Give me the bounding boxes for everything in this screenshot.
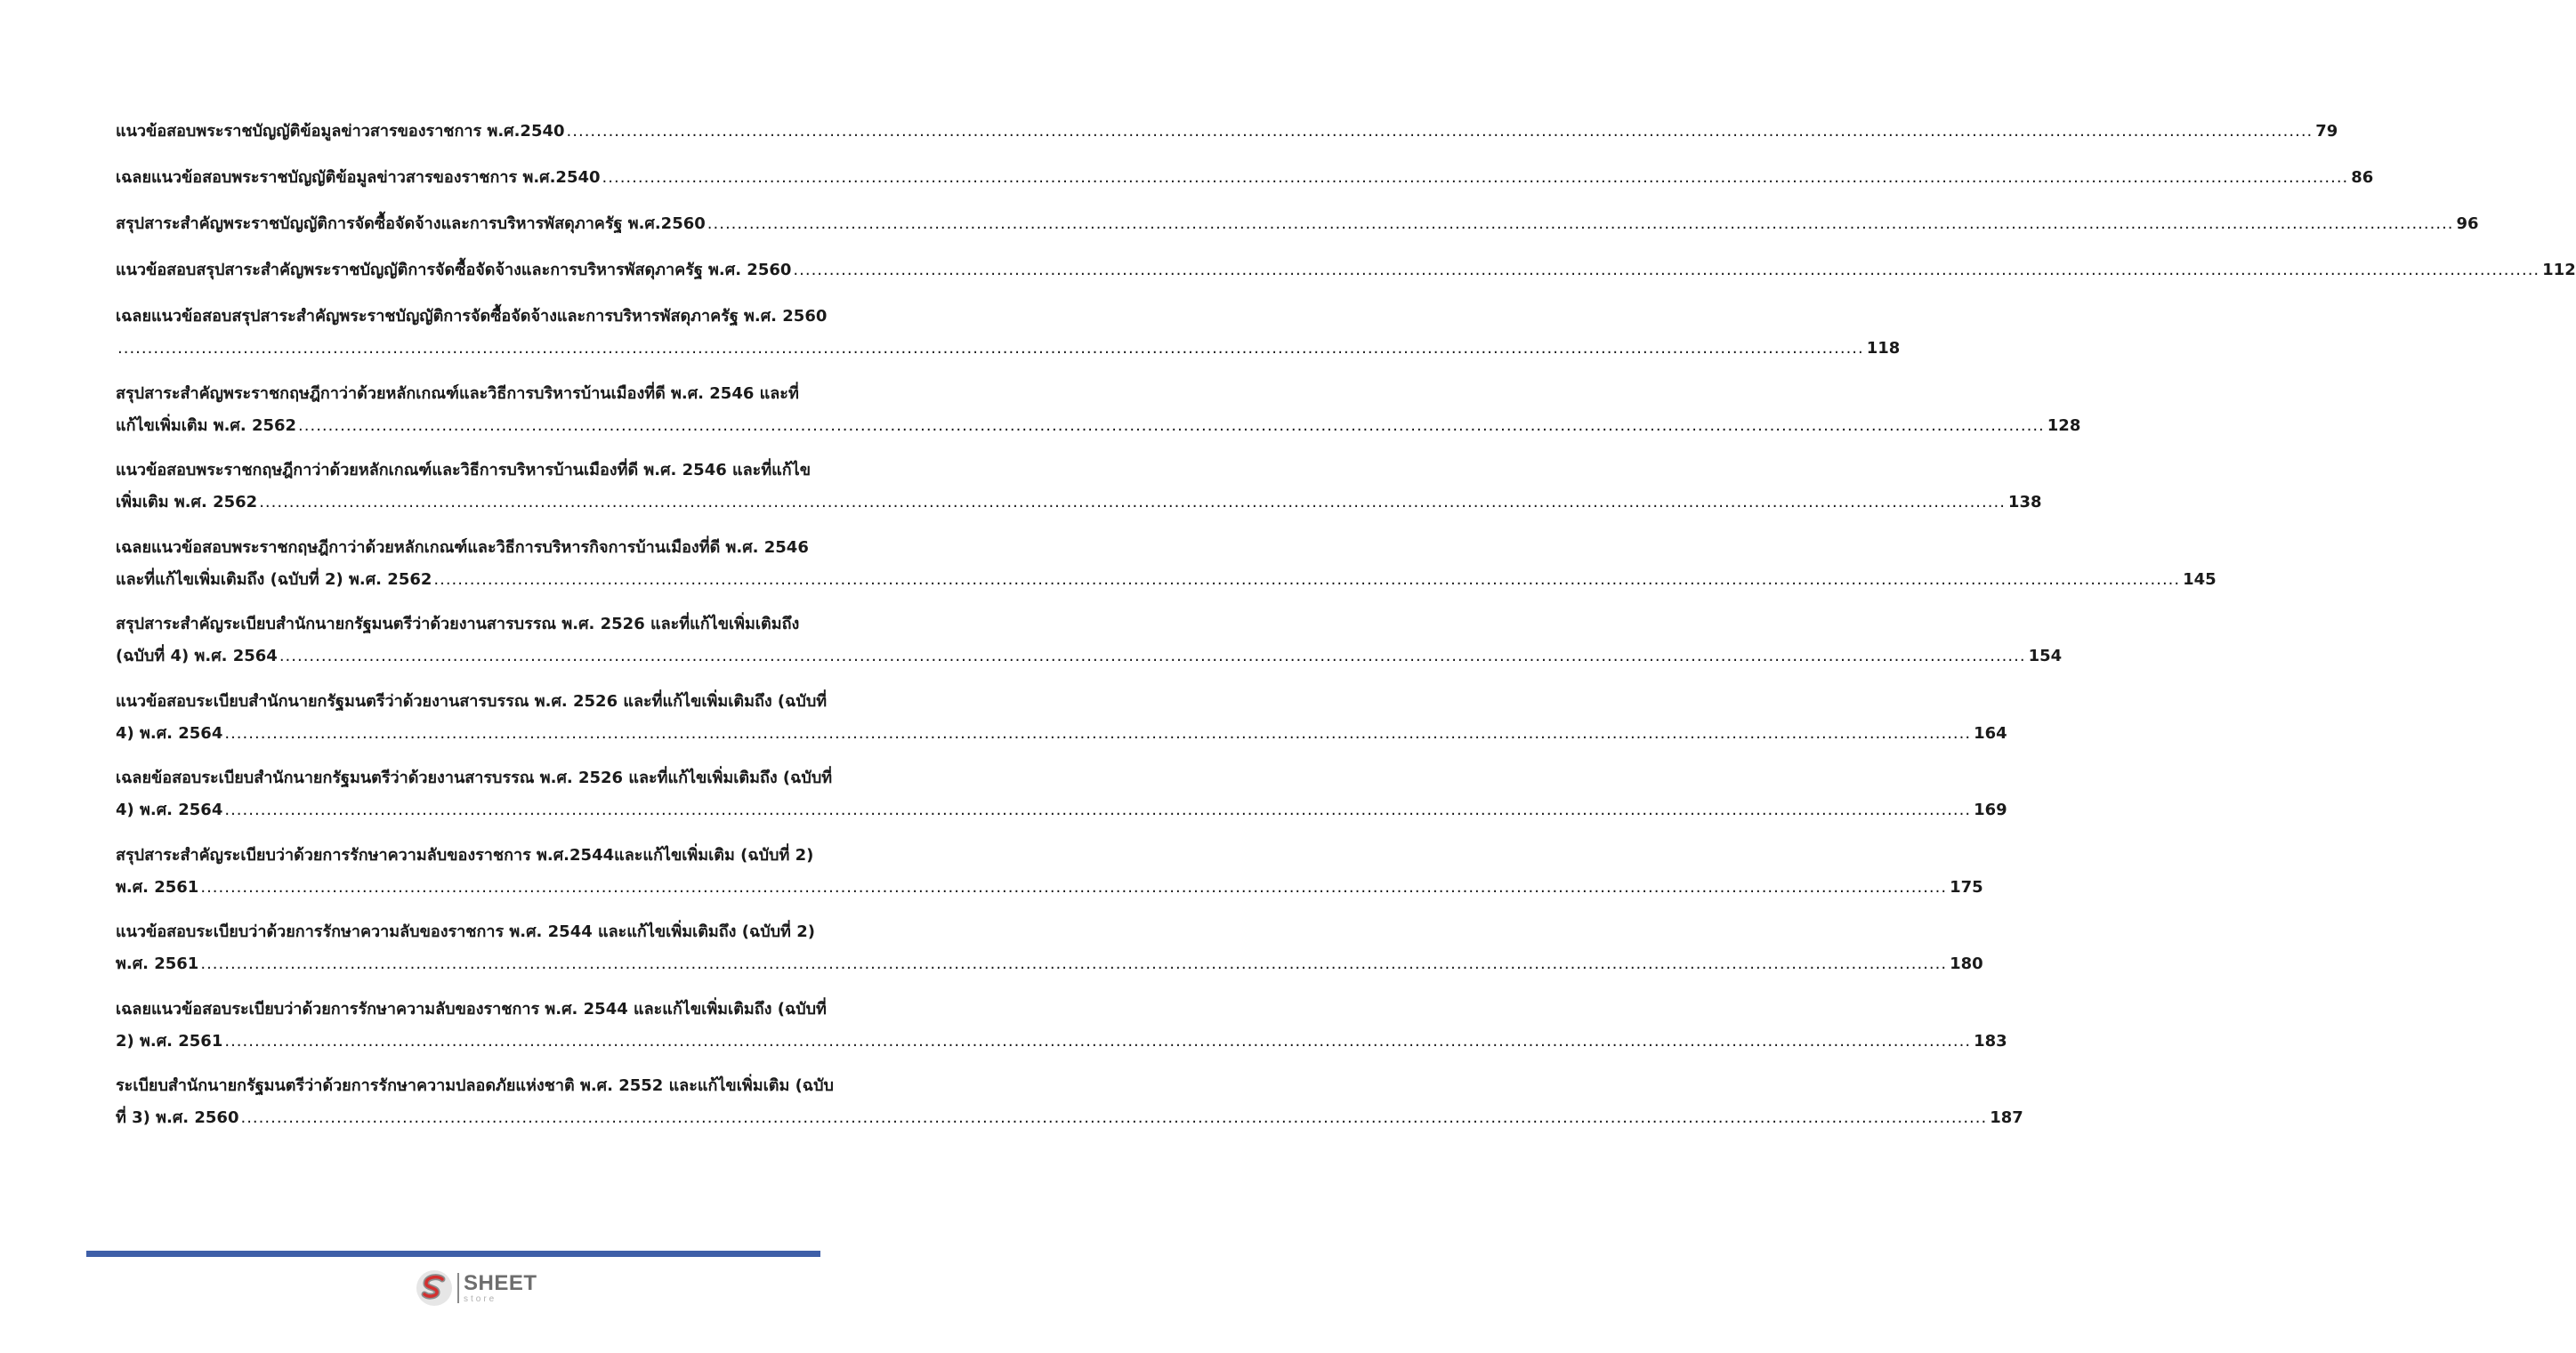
toc-entry-title-cont: (ฉบับที่ 4) พ.ศ. 2564 xyxy=(116,647,278,665)
toc-entry-title: เฉลยข้อสอบระเบียบสำนักนายกรัฐมนตรีว่าด้วยงานสารบรรณ พ.ศ. 2526 และที่แก้ไขเพิ่มเติมถึง (ฉบับที่ xyxy=(116,769,833,787)
dot-leader xyxy=(298,410,2045,442)
toc-entry[interactable] xyxy=(116,378,2081,442)
dot-leader xyxy=(433,564,2180,596)
toc-entry-title-cont: 4) พ.ศ. 2564 xyxy=(116,723,223,743)
toc-page-number: 86 xyxy=(2351,168,2374,187)
footer-logo xyxy=(415,1268,537,1308)
toc-page-number: 154 xyxy=(2028,647,2063,665)
toc-page-number: 96 xyxy=(2456,214,2479,233)
toc-entry-title-cont: แก้ไขเพิ่มเติม พ.ศ. 2562 xyxy=(116,415,297,435)
toc-entry[interactable] xyxy=(116,916,1983,980)
dot-leader xyxy=(259,487,2006,519)
toc-entry-title: เฉลยแนวข้อสอบพระราชบัญญัติข้อมูลข่าวสารของราชการ พ.ศ.2540 xyxy=(116,168,601,187)
toc-entry-title: สรุปสาระสำคัญพระราชบัญญัติการจัดซื้อจัดจ้างและการบริหารพัสดุภาครัฐ พ.ศ.2560 xyxy=(116,214,706,233)
toc-entry-title-cont: และที่แก้ไขเพิ่มเติมถึง (ฉบับที่ 2) พ.ศ. 2562 xyxy=(116,569,432,589)
toc-entry-title: สรุปสาระสำคัญพระราชกฤษฎีกาว่าด้วยหลักเกณฑ์และวิธีการบริหารบ้านเมืองที่ดี พ.ศ. 2546 และที่ xyxy=(116,383,799,403)
toc-entry-title: เฉลยแนวข้อสอบระเบียบว่าด้วยการรักษาความลับของราชการ พ.ศ. 2544 และแก้ไขเพิ่มเติมถึง (ฉบับที่ xyxy=(116,999,827,1019)
toc-entry[interactable] xyxy=(116,686,2007,750)
toc-entry-title-cont: พ.ศ. 2561 xyxy=(116,877,199,897)
toc-entry[interactable] xyxy=(116,162,2374,194)
toc-entry[interactable] xyxy=(116,301,1901,365)
dot-leader xyxy=(200,948,1947,980)
toc-entry[interactable] xyxy=(116,208,2479,240)
toc-entry-title: ระเบียบสำนักนายกรัฐมนตรีว่าด้วยการรักษาความปลอดภัยแห่งชาติ พ.ศ. 2552 และแก้ไขเพิ่มเติม (ฉบับ xyxy=(116,1076,834,1095)
toc-entry[interactable] xyxy=(116,532,2217,596)
toc-page-number: 169 xyxy=(1974,801,2007,819)
dot-leader xyxy=(200,872,1947,904)
toc-page-number: 164 xyxy=(1974,723,2007,743)
toc-entry-title: แนวข้อสอบพระราชกฤษฎีกาว่าด้วยหลักเกณฑ์และวิธีการบริหารบ้านเมืองที่ดี พ.ศ. 2546 และที่แก้ไข xyxy=(116,461,812,479)
dot-leader xyxy=(224,794,1971,826)
toc-entry[interactable] xyxy=(116,455,2042,519)
toc-entry[interactable] xyxy=(116,1070,2023,1134)
toc-entry-title: แนวข้อสอบสรุปสาระสำคัญพระราชบัญญัติการจัดซื้อจัดจ้างและการบริหารพัสดุภาครัฐ พ.ศ. 2560 xyxy=(116,261,792,279)
toc-page-number: 180 xyxy=(1950,954,1983,973)
toc-entry-title: เฉลยแนวข้อสอบสรุปสาระสำคัญพระราชบัญญัติการจัดซื้อจัดจ้างและการบริหารพัสดุภาครัฐ พ.ศ. 2560 xyxy=(116,307,828,326)
toc-entry[interactable] xyxy=(116,840,1983,904)
dot-leader xyxy=(707,208,2454,240)
dot-leader xyxy=(602,162,2349,194)
toc-entry-title: สรุปสาระสำคัญระเบียบว่าด้วยการรักษาความลับของราชการ พ.ศ.2544และแก้ไขเพิ่มเติม (ฉบับที่ 2) xyxy=(116,845,814,865)
toc-entry-title: แนวข้อสอบระเบียบว่าด้วยการรักษาความลับของราชการ พ.ศ. 2544 และแก้ไขเพิ่มเติมถึง (ฉบับที่ 2) xyxy=(116,922,815,941)
toc-page-number: 183 xyxy=(1974,1031,2007,1051)
toc-entry-title-cont: เพิ่มเติม พ.ศ. 2562 xyxy=(116,493,258,511)
sheet-store-logo-icon xyxy=(415,1268,454,1308)
logo-separator xyxy=(457,1273,459,1303)
table-of-contents xyxy=(116,116,2576,1148)
toc-entry[interactable] xyxy=(116,116,2338,148)
logo-main-text: SHEET xyxy=(464,1270,537,1295)
footer-divider-bar xyxy=(86,1251,820,1257)
dot-leader xyxy=(279,640,2026,672)
dot-leader xyxy=(117,333,1864,365)
toc-page-number: 112 xyxy=(2542,261,2576,279)
toc-entry[interactable] xyxy=(116,608,2063,672)
toc-entry-title-cont: 4) พ.ศ. 2564 xyxy=(116,801,223,819)
logo-sub-text: store xyxy=(464,1293,497,1304)
toc-entry-title: เฉลยแนวข้อสอบพระราชกฤษฎีกาว่าด้วยหลักเกณฑ์และวิธีการบริหารกิจการบ้านเมืองที่ดี พ.ศ. 2546 xyxy=(116,537,809,557)
toc-entry-title-cont: พ.ศ. 2561 xyxy=(116,954,199,973)
dot-leader xyxy=(224,718,1971,750)
toc-entry[interactable] xyxy=(116,254,2576,286)
toc-page-number: 128 xyxy=(2047,415,2081,435)
toc-entry-title: แนวข้อสอบระเบียบสำนักนายกรัฐมนตรีว่าด้วยงานสารบรรณ พ.ศ. 2526 และที่แก้ไขเพิ่มเติมถึง (ฉบับที่ xyxy=(116,691,828,711)
dot-leader xyxy=(793,254,2540,286)
toc-entry[interactable] xyxy=(116,762,2007,826)
toc-page-number: 79 xyxy=(2315,122,2338,141)
toc-entry-title-cont: ที่ 3) พ.ศ. 2560 xyxy=(116,1108,239,1127)
toc-page-number: 175 xyxy=(1950,877,1983,897)
toc-page-number: 187 xyxy=(1990,1108,2023,1127)
dot-leader xyxy=(567,116,2314,148)
toc-page-number: 138 xyxy=(2007,493,2042,511)
dot-leader xyxy=(240,1102,1987,1134)
toc-page-number: 118 xyxy=(1866,339,1901,358)
toc-entry-title: สรุปสาระสำคัญระเบียบสำนักนายกรัฐมนตรีว่าด้วยงานสารบรรณ พ.ศ. 2526 และที่แก้ไขเพิ่มเติมถึง xyxy=(116,615,800,633)
dot-leader xyxy=(224,1026,1971,1058)
toc-entry[interactable] xyxy=(116,994,2007,1058)
toc-entry-title: แนวข้อสอบพระราชบัญญัติข้อมูลข่าวสารของราชการ พ.ศ.2540 xyxy=(116,122,565,141)
logo-wordmark xyxy=(464,1270,537,1304)
toc-entry-title-cont: 2) พ.ศ. 2561 xyxy=(116,1031,223,1051)
toc-page-number: 145 xyxy=(2183,569,2217,589)
